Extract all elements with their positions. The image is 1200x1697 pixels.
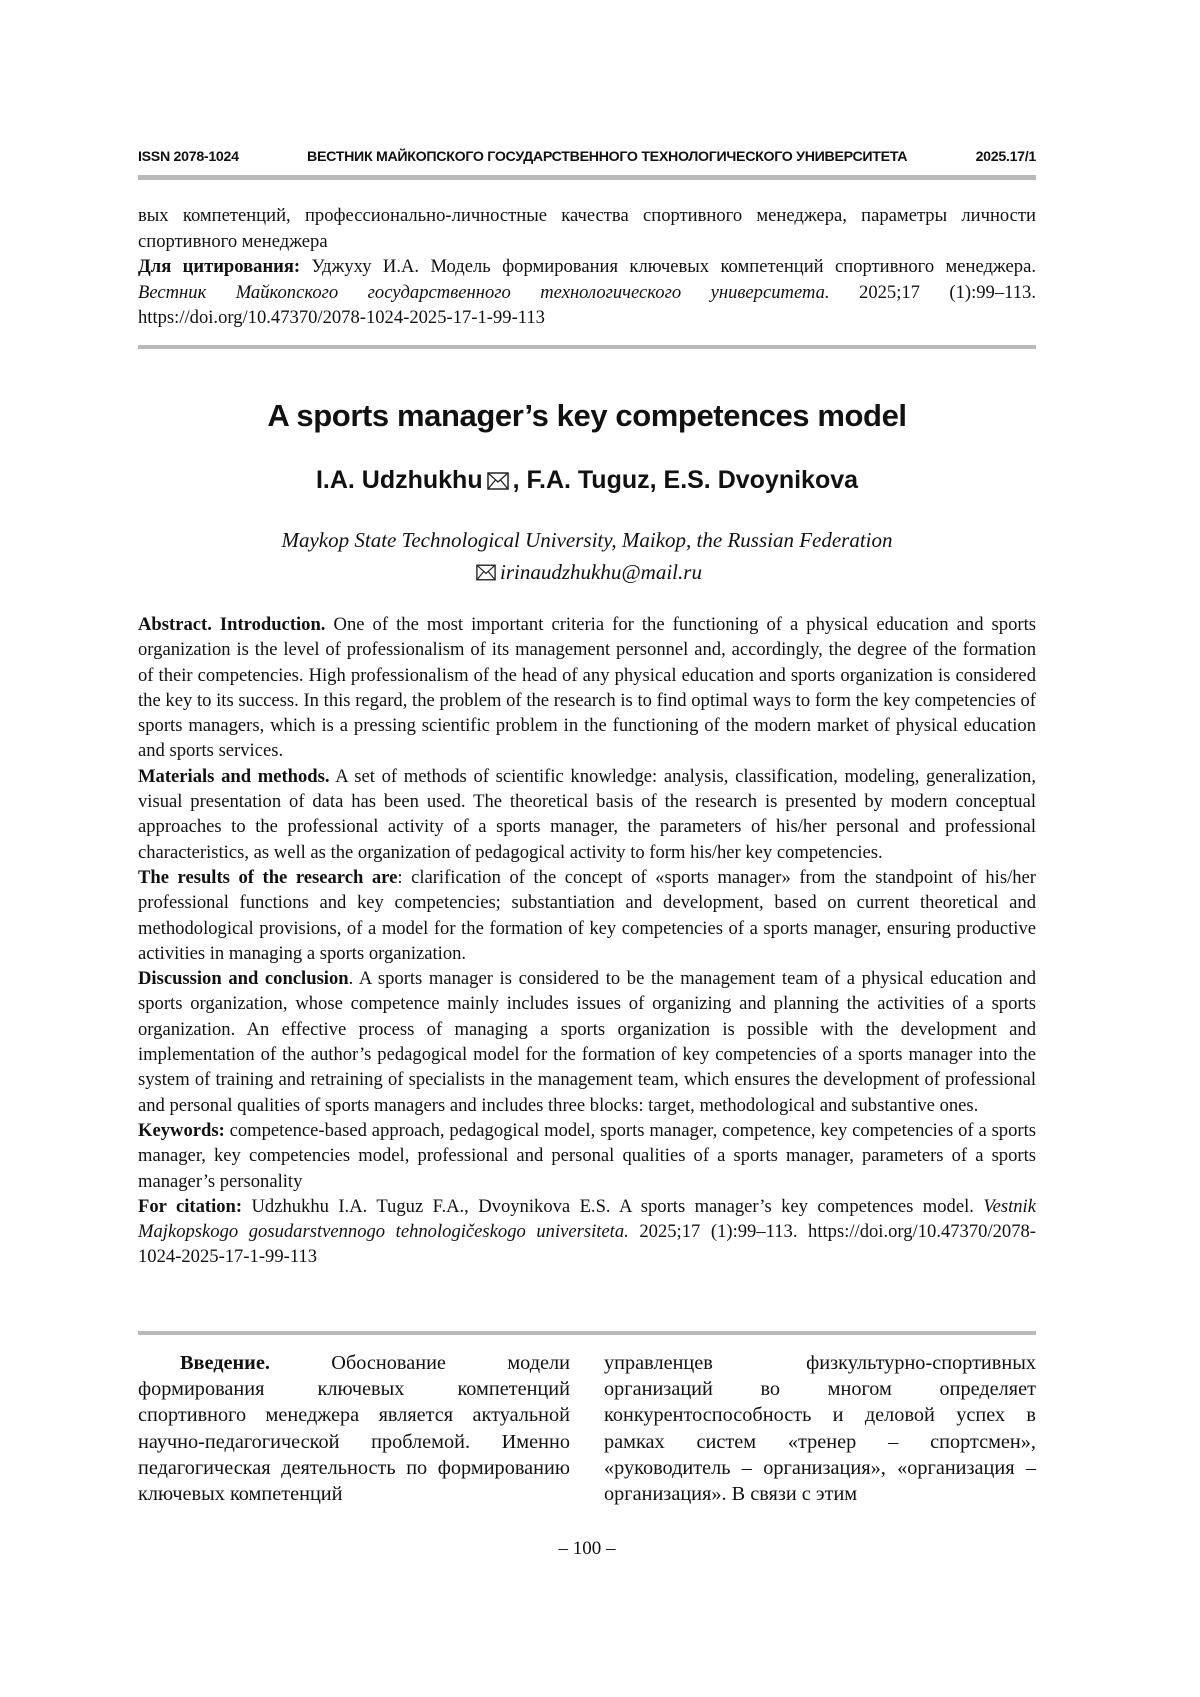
envelope-icon (476, 558, 496, 590)
page-number: – 100 – (558, 1538, 616, 1559)
article-title: A sports manager’s key competences model (267, 398, 907, 433)
authors (138, 466, 1036, 497)
issn: ISSN 2078-1024 (138, 149, 239, 165)
envelope-icon (487, 468, 509, 497)
ru-keywords-tail: вых компетенций, профессионально-личностные качества спортивного менеджера, параметры личности спортивного менеджера (138, 205, 1036, 252)
ru-citation: Для цитирования: Уджуху И.А. Модель формирования ключевых компетенций спортивного менеджера. Вестник Майкопского государственного технологического университета. 2025;17 (1):99–113. https://doi.org/10.47370/2078-1024-2025-17-1-99-113 (138, 256, 1036, 328)
volume: 2025.17/1 (975, 149, 1036, 165)
right-column (604, 1350, 1036, 1507)
affiliation-block (138, 524, 1036, 590)
abstract-citation: For citation: Udzhukhu I.A. Tuguz F.A., Dvoynikova E.S. A sports manager’s key competences model. Vestnik Majkopskogo gosudarstvennogo tehnologičeskogo universiteta. 2025;17 (1):99–113. https://doi.org/10.47370/2078-1024-2025-17-1-99-113 (138, 1195, 1036, 1268)
section-rule (138, 345, 1036, 349)
affiliation: Maykop State Technological University, Maikop, the Russian Federation (281, 528, 893, 552)
abstract (138, 612, 1036, 1270)
abstract-keywords: Keywords: competence-based approach, pedagogical model, sports manager, competence, key competencies of a sports manager, key competencies model, professional and personal qualities of a sports manager, parameters of a sports manager’s personality (138, 1119, 1036, 1192)
intro-paragraph: Введение. Обоснование модели формирования ключевых компетенций спортивного менеджера является актуальной научно-педагогической проблемой. Именно педагогическая деятельность по формированию ключевых компетенций (138, 1352, 570, 1506)
co-authors: , F.A. Tuguz, E.S. Dvoynikova (512, 466, 859, 494)
abstract-results: The results of the research are: clarification of the concept of «sports manager» from the standpoint of his/her professional functions and key competencies; substantiation and development, based on current theoretical and methodological provisions, of a model for the formation of key competencies of a sports manager, ensuring productive activities in managing a sports organization. (138, 866, 1036, 964)
left-column (138, 1350, 570, 1507)
intro-continuation: управленцев физкультурно-спортивных организаций во многом определяет конкурентоспособность и деловой успех в рамках систем «тренер – спортсмен», «руководитель – организация», «организация – организация». В связи с этим (604, 1352, 1036, 1506)
ru-citation-journal: Вестник Майкопского государственного технологического университета. (138, 281, 830, 303)
journal-name: ВЕСТНИК МАЙКОПСКОГО ГОСУДАРСТВЕННОГО ТЕХНОЛОГИЧЕСКОГО УНИВЕРСИТЕТА (307, 149, 908, 165)
abstract-methods: Materials and methods. A set of methods of scientific knowledge: analysis, classification, modeling, generalization, visual presentation of data has been used. The theoretical basis of the research is presented by modern conceptual approaches to the professional activity of a sports manager, the parameters of his/her personal and professional characteristics, as well as the organization of pedagogical activity to form his/her key competencies. (138, 765, 1037, 863)
abstract-discussion: Discussion and conclusion. A sports manager is considered to be the management team of a physical education and sports organization, whose competence mainly includes issues of organizing and planning the activities of a sports organization. An effective process of managing a sports organization is possible with the development and implementation of the author’s pedagogical model for the formation of key competencies of a sports manager into the system of training and retraining of specialists in the management team, which ensures the development of professional and personal qualities of sports managers and includes three blocks: target, methodological and substantive ones. (138, 968, 1036, 1116)
body-columns (138, 1350, 1036, 1507)
email-line (138, 556, 1036, 590)
header-rule (138, 175, 1036, 180)
intro-heading: Введение. (180, 1352, 270, 1374)
section-rule (138, 1331, 1036, 1335)
corresponding-author: I.A. Udzhukhu (315, 466, 483, 494)
russian-metadata (138, 203, 1036, 331)
ru-citation-label: Для цитирования: (138, 256, 301, 277)
email[interactable]: irinaudzhukhu@mail.ru (500, 560, 702, 584)
running-head (138, 149, 1036, 165)
abstract-introduction: Abstract. Introduction. One of the most important criteria for the functioning of a physical education and sports organization is the level of professionalism of its management personnel and, accordingly, the degree of the formation of their competencies. High professionalism of the head of any physical education and sports organization is considered the key to its success. In this regard, the problem of the research is to find optimal ways to form the key competencies of sports managers, which is a pressing scientific problem in the functioning of the modern market of physical education and sports services. (138, 614, 1036, 762)
